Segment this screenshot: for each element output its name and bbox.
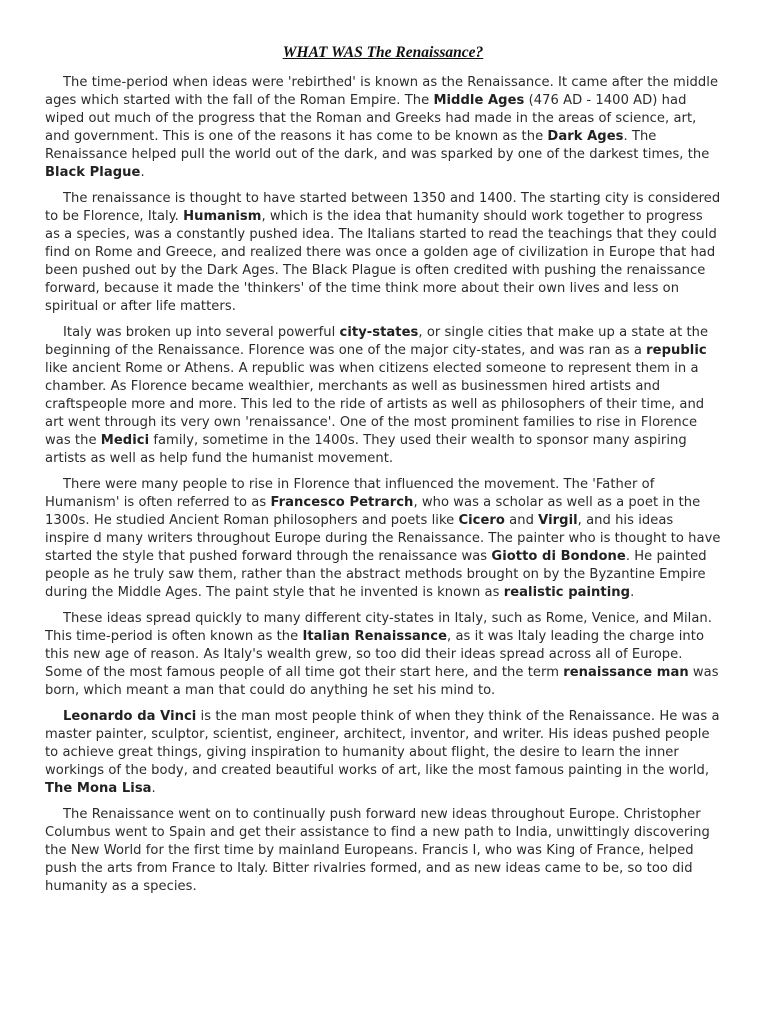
- text-run: and: [504, 513, 539, 528]
- bold-term: renaissance man: [563, 665, 689, 680]
- bold-term: Italian Renaissance: [302, 629, 448, 644]
- text-run: Italy was broken up into several powerful: [63, 325, 340, 340]
- page-title: WHAT WAS The Renaissance?: [282, 44, 484, 61]
- bold-term: Francesco Petrarch: [270, 495, 414, 510]
- paragraph: [45, 74, 721, 182]
- text-run: is the man most people think of when they think of the Renaissance. He was a master painter, sculptor, scientist, engineer, architect, inventor, and writer. His ideas pushed people to achieve great things, giving inspiration to humanity about flight, the desire to learn the inner workings of the body, and created beautiful works of art, like the most famous painting in the world,: [45, 709, 720, 778]
- bold-term: Humanism: [183, 209, 262, 224]
- document-page: [45, 44, 721, 904]
- bold-term: The Mona Lisa: [45, 781, 152, 796]
- text-run: , who was a scholar as well as a poet in the 1300s. He studied Ancient Roman philosophers and poets like: [45, 495, 701, 528]
- paragraph: [45, 324, 721, 468]
- paragraph: [45, 190, 721, 316]
- text-run: , or single cities that make up a state at the beginning of the Renaissance. Florence was one of the major city-states, and was ran as a: [45, 325, 709, 358]
- bold-term: Medici: [100, 433, 150, 448]
- text-run: , and his ideas inspire d many writers throughout Europe during the Renaissance. The painter who is thought to have started the style that pushed forward through the renaissance was: [45, 513, 721, 564]
- text-run: , which is the idea that humanity should work together to progress as a species, was a constantly pushed idea. The Italians started to read the teachings that they could find on Rome and Greece, and realized there was once a golden age of civilization in Europe that had been pushed out by the Dark Ages. The Black Plague is often credited with pushing the renaissance forward, because it made the 'thinkers' of the time think more about their own lives and less on spiritual or after life matters.: [45, 209, 717, 314]
- bold-term: Middle Ages: [433, 93, 525, 108]
- text-run: . The Renaissance helped pull the world out of the dark, and was sparked by one of the darkest times, the: [45, 129, 710, 162]
- paragraph: [45, 806, 721, 896]
- text-run: , as it was Italy leading the charge into this new age of reason. As Italy's wealth grew, so too did their ideas spread across all of Europe. Some of the most famous people of all time got their start here, and the term: [45, 629, 705, 680]
- bold-term: republic: [646, 343, 707, 358]
- paragraph: [45, 476, 721, 602]
- text-run: .: [140, 165, 145, 180]
- paragraph: [45, 708, 721, 798]
- text-run: family, sometime in the 1400s. They used their wealth to sponsor many aspiring artists as well as help fund the humanist movement.: [45, 433, 687, 466]
- bold-term: Dark Ages: [547, 129, 624, 144]
- text-run: was born, which meant a man that could do anything he set his mind to.: [45, 665, 719, 698]
- text-run: (476 AD - 1400 AD) had wiped out much of the progress that the Roman and Greeks had made in the areas of science, art, and government. This is one of the reasons it has come to be known as the: [45, 93, 697, 144]
- text-run: The time-period when ideas were 'rebirthed' is known as the Renaissance. It came after the middle ages which started with the fall of the Roman Empire. The: [45, 75, 719, 108]
- paragraph: [45, 610, 721, 700]
- text-run: These ideas spread quickly to many different city-states in Italy, such as Rome, Venice, and Milan. This time-period is often known as the: [45, 611, 712, 644]
- text-run: There were many people to rise in Florence that influenced the movement. The 'Father of Humanism' is often referred to as: [45, 477, 655, 510]
- document-body: [45, 74, 721, 896]
- bold-term: Leonardo da Vinci: [63, 709, 197, 724]
- text-run: .: [151, 781, 156, 796]
- bold-term: city-states: [339, 325, 419, 340]
- bold-term: Cicero: [458, 513, 505, 528]
- bold-term: Black Plague: [45, 165, 141, 180]
- bold-term: Virgil: [538, 513, 578, 528]
- bold-term: realistic painting: [503, 585, 631, 600]
- text-run: The Renaissance went on to continually push forward new ideas throughout Europe. Christopher Columbus went to Spain and get their assistance to find a new path to India, unwittingly discovering the New World for the first time by mainland Europeans. Francis I, who was King of France, helped push the arts from France to Italy. Bitter rivalries formed, and as new ideas came to be, so too did humanity as a species.: [45, 807, 710, 894]
- text-run: The renaissance is thought to have started between 1350 and 1400. The starting city is considered to be Florence, Italy.: [45, 191, 721, 224]
- text-run: . He painted people as he truly saw them, rather than the abstract methods brought on by the Byzantine Empire during the Middle Ages. The paint style that he invented is known as: [45, 549, 707, 600]
- text-run: like ancient Rome or Athens. A republic was when citizens elected someone to represent them in a chamber. As Florence became wealthier, merchants as well as businessmen hired artists and craftspeople more and more. This led to the ride of artists as well as philosophers of their time, and art went through its very own 'renaissance'. One of the most prominent families to rise in Florence was the: [45, 361, 705, 448]
- text-run: .: [630, 585, 635, 600]
- bold-term: Giotto di Bondone: [491, 549, 626, 564]
